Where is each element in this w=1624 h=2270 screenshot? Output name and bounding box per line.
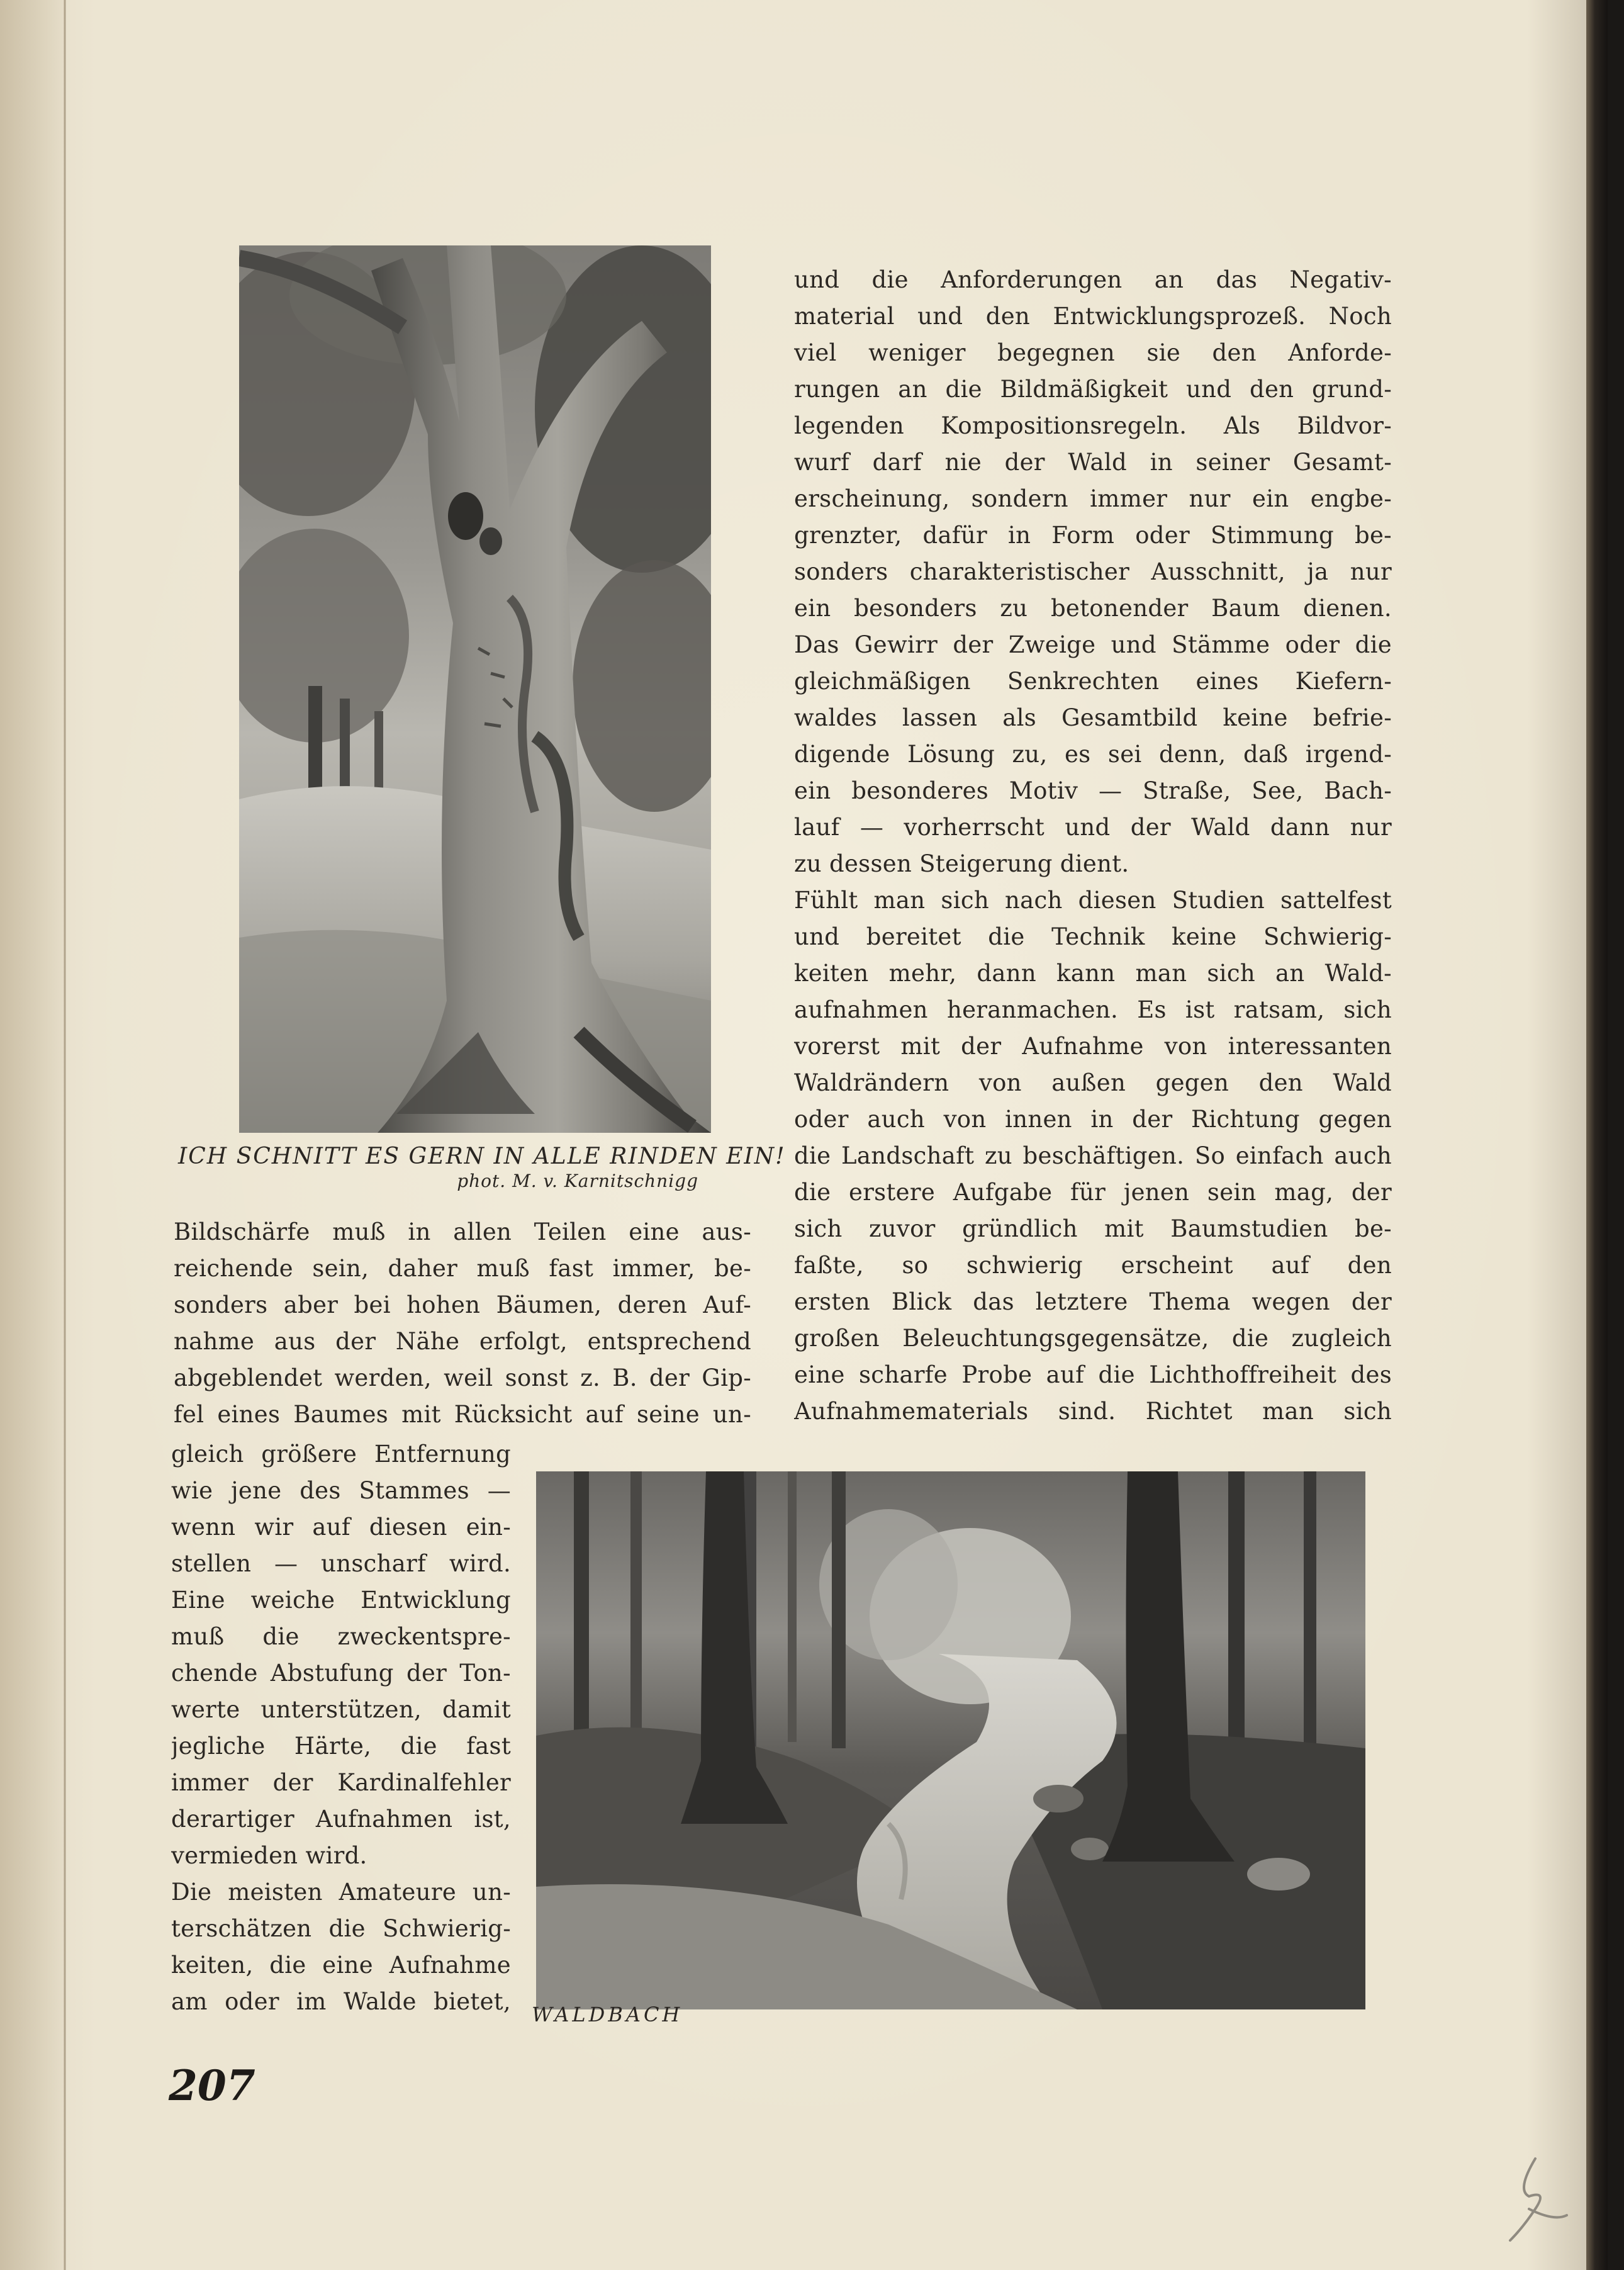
text-line: Eine weiche Entwicklung (171, 1587, 511, 1614)
text-line: und bereitet die Technik keine Schwierig- (794, 923, 1392, 950)
text-line: digende Lösung zu, es sei denn, daß irgend- (794, 741, 1392, 768)
brook-photo-image (536, 1471, 1365, 2009)
text-line: großen Beleuchtungsgegensätze, die zugleich (794, 1325, 1392, 1352)
text-line: gleich größere Entfernung (171, 1441, 511, 1468)
text-line: muß die zweckentspre- (171, 1623, 511, 1650)
text-line: sich zuvor gründlich mit Baumstudien be- (794, 1215, 1392, 1242)
text-line: Fühlt man sich nach diesen Studien sattelfest (794, 887, 1392, 914)
gutter-line (64, 0, 66, 2270)
text-line: immer der Kardinalfehler (171, 1769, 511, 1796)
text-line: zu dessen Steigerung dient. (794, 850, 1129, 877)
gutter-shadow (0, 0, 64, 2270)
text-line: sonders aber bei hohen Bäumen, deren Auf- (174, 1291, 751, 1318)
text-line: die erstere Aufgabe für jenen sein mag, der (794, 1179, 1392, 1206)
text-line: chende Abstufung der Ton- (171, 1660, 511, 1687)
text-line: abgeblendet werden, weil sonst z. B. der Gip- (174, 1364, 751, 1391)
text-line: fel eines Baumes mit Rücksicht auf seine un- (174, 1401, 751, 1428)
tree-photo-caption: ICH SCHNITT ES GERN IN ALLE RINDEN EIN! (178, 1143, 786, 1169)
text-line: waldes lassen als Gesamtbild keine befrie- (794, 704, 1392, 731)
text-line: gleichmäßigen Senkrechten eines Kiefern- (794, 668, 1392, 695)
text-line: viel weniger begegnen sie den Anforde- (794, 339, 1392, 366)
text-line: vermieden wird. (171, 1842, 367, 1869)
right-column-text (794, 262, 1392, 1430)
text-line: Bildschärfe muß in allen Teilen eine aus- (174, 1218, 751, 1245)
text-line: Aufnahmematerials sind. Richtet man sich (794, 1398, 1392, 1425)
text-line: werte unterstützen, damit (171, 1696, 511, 1723)
text-line: legenden Kompositionsregeln. Als Bildvor- (794, 412, 1392, 439)
text-line: lauf — vorherrscht und der Wald dann nur (794, 814, 1392, 841)
text-line: eine scharfe Probe auf die Lichthoffreiheit des (794, 1361, 1392, 1388)
text-line: Die meisten Amateure un- (171, 1879, 511, 1906)
left-narrow-column-text (171, 1436, 511, 2020)
text-line: faßte, so schwierig erscheint auf den (794, 1252, 1392, 1279)
tree-photograph (239, 245, 711, 1133)
text-line: und die Anforderungen an das Negativ- (794, 266, 1392, 293)
text-line: aufnahmen heranmachen. Es ist ratsam, sich (794, 996, 1392, 1023)
brook-photo-caption: WALDBACH (532, 2003, 683, 2026)
text-line: erscheinung, sondern immer nur ein engbe- (794, 485, 1392, 512)
text-line: nahme aus der Nähe erfolgt, entsprechend (174, 1328, 751, 1355)
text-line: reichende sein, daher muß fast immer, be- (174, 1255, 751, 1282)
text-line: ein besonders zu betonender Baum dienen. (794, 595, 1392, 622)
text-line: grenzter, dafür in Form oder Stimmung be- (794, 522, 1392, 549)
text-line: sonders charakteristischer Ausschnitt, ja nur (794, 558, 1392, 585)
text-line: terschätzen die Schwierig- (171, 1915, 511, 1942)
tree-photo-image (239, 245, 711, 1133)
text-line: vorerst mit der Aufnahme von interessanten (794, 1033, 1392, 1060)
text-line: keiten mehr, dann kann man sich an Wald- (794, 960, 1392, 987)
tree-photo-credit: phot. M. v. Karnitschnigg (457, 1171, 698, 1191)
text-line: keiten, die eine Aufnahme (171, 1952, 511, 1979)
left-column-text (174, 1214, 751, 1433)
text-line: ein besonderes Motiv — Straße, See, Bach- (794, 777, 1392, 804)
text-line: jegliche Härte, die fast (171, 1733, 511, 1760)
text-line: Das Gewirr der Zweige und Stämme oder die (794, 631, 1392, 658)
text-line: material und den Entwicklungsprozeß. Noch (794, 303, 1392, 330)
text-line: oder auch von innen in der Richtung gegen (794, 1106, 1392, 1133)
pencil-mark-icon (1491, 2152, 1573, 2247)
text-line: die Landschaft zu beschäftigen. So einfach auch (794, 1142, 1392, 1169)
text-line: wenn wir auf diesen ein- (171, 1514, 511, 1541)
page-edge-shadow (1586, 0, 1608, 2270)
text-line: rungen an die Bildmäßigkeit und den grund- (794, 376, 1392, 403)
text-line: am oder im Walde bietet, (171, 1988, 511, 2015)
text-line: derartiger Aufnahmen ist, (171, 1806, 511, 1833)
text-line: stellen — unscharf wird. (171, 1550, 511, 1577)
text-line: wurf darf nie der Wald in seiner Gesamt- (794, 449, 1392, 476)
page-number: 207 (169, 2061, 255, 2110)
text-line: ersten Blick das letztere Thema wegen der (794, 1288, 1392, 1315)
text-line: wie jene des Stammes — (171, 1477, 511, 1504)
brook-photograph (536, 1471, 1365, 2009)
text-line: Waldrändern von außen gegen den Wald (794, 1069, 1392, 1096)
